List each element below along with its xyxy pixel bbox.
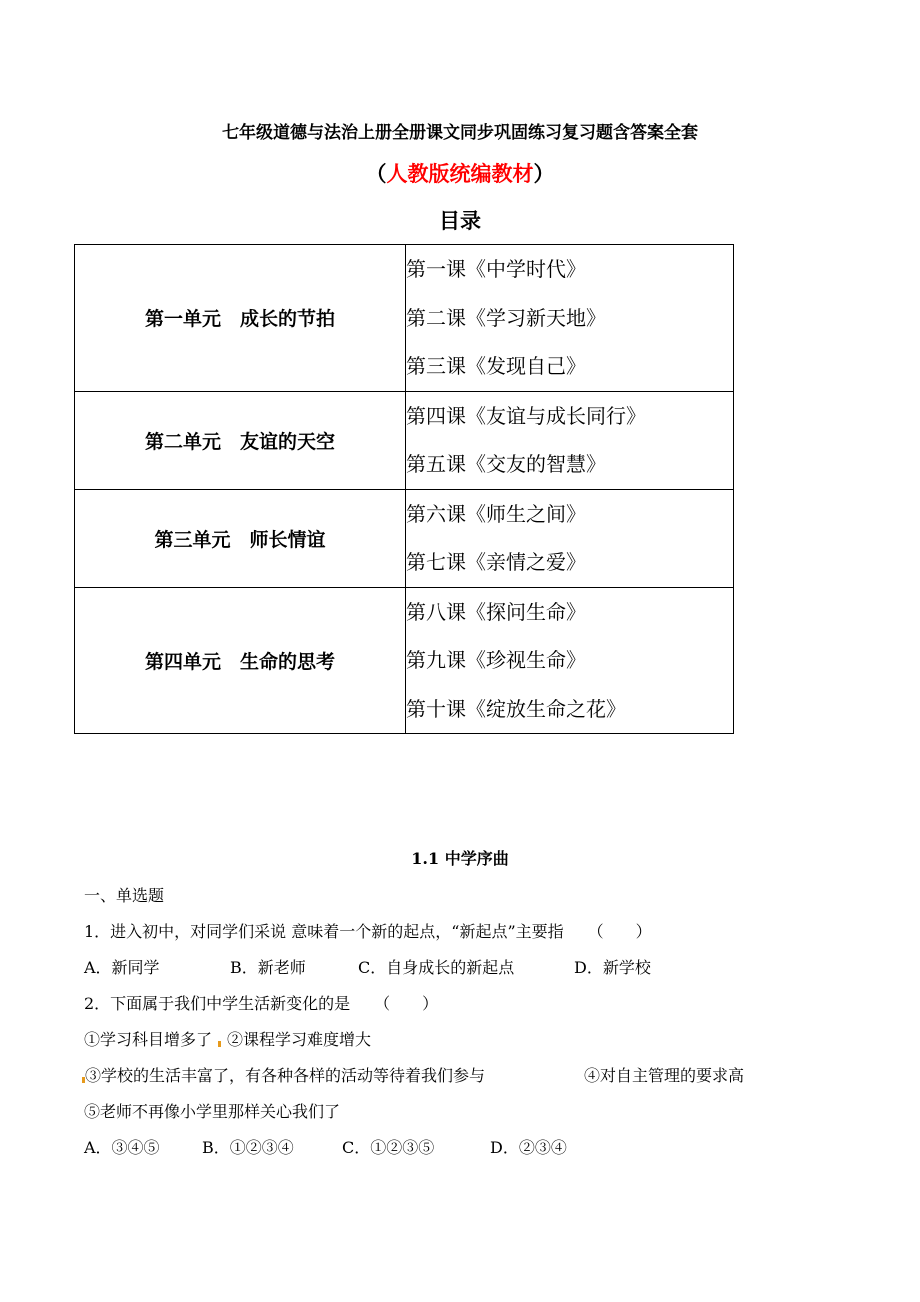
question-2-stem: 2．下面属于我们中学生活新变化的是 （ ）	[84, 994, 439, 1013]
toc-row	[75, 587, 734, 734]
toc-heading: 目录	[439, 209, 481, 233]
option-d: D．新学校	[574, 958, 651, 977]
option-a: A．新同学	[84, 958, 160, 977]
toc-unit: 第三单元 师长情谊	[75, 489, 406, 587]
option-b: B．①②③④	[202, 1138, 294, 1157]
question-1-stem: 1．进入初中，对同学们采说 意味着一个新的起点，“新起点”主要指 （ ）	[84, 922, 652, 941]
orange-mark	[218, 1041, 221, 1047]
toc-row	[75, 245, 734, 392]
toc-row	[75, 391, 734, 489]
toc-lesson: 第七课《亲情之爱》	[406, 550, 586, 574]
statement-2: ②课程学习难度增大	[227, 1030, 372, 1049]
option-b: B．新老师	[230, 958, 306, 977]
question-2-items-row-1	[84, 1027, 371, 1050]
document-title: 七年级道德与法治上册全册课文同步巩固练习复习题含答案全套	[222, 123, 698, 143]
document-subtitle: （人教版统编教材）	[365, 162, 555, 186]
toc-row	[75, 489, 734, 587]
toc-lesson: 第九课《珍视生命》	[406, 648, 586, 672]
toc-lesson: 第八课《探问生命》	[406, 599, 586, 624]
toc-unit: 第二单元 友谊的天空	[75, 391, 406, 489]
toc-unit: 第四单元 生命的思考	[75, 587, 406, 734]
toc-lesson: 第十课《绽放生命之花》	[406, 696, 626, 721]
question-type-heading: 一、单选题	[84, 886, 165, 905]
toc-lesson: 第二课《学习新天地》	[406, 305, 606, 330]
statement-3: ③学校的生活丰富了，有各种各样的活动等待着我们参与	[85, 1066, 486, 1085]
toc-lesson: 第一课《中学时代》	[406, 257, 586, 281]
option-c: C．①②③⑤	[342, 1138, 435, 1157]
toc-lesson: 第五课《交友的智慧》	[406, 452, 606, 476]
section-title: 1.1 中学序曲	[411, 849, 509, 868]
statement-1: ①学习科目增多了	[84, 1030, 213, 1049]
question-1-options	[84, 955, 784, 977]
toc-lesson: 第六课《师生之间》	[406, 501, 586, 526]
statement-5: ⑤老师不再像小学里那样关心我们了	[84, 1102, 341, 1121]
question-2-items-row-2	[82, 1063, 485, 1086]
toc-lesson: 第三课《发现自己》	[406, 354, 586, 378]
toc-lesson: 第四课《友谊与成长同行》	[406, 403, 646, 428]
option-d: D．②③④	[490, 1138, 567, 1157]
edition-label: 人教版统编教材	[386, 162, 534, 186]
option-c: C．自身成长的新起点	[358, 958, 515, 977]
question-2-options	[84, 1135, 784, 1157]
statement-4: ④对自主管理的要求高	[584, 1066, 745, 1085]
toc-unit: 第一单元 成长的节拍	[75, 245, 406, 392]
option-a: A．③④⑤	[84, 1138, 160, 1157]
toc-table	[74, 244, 734, 734]
